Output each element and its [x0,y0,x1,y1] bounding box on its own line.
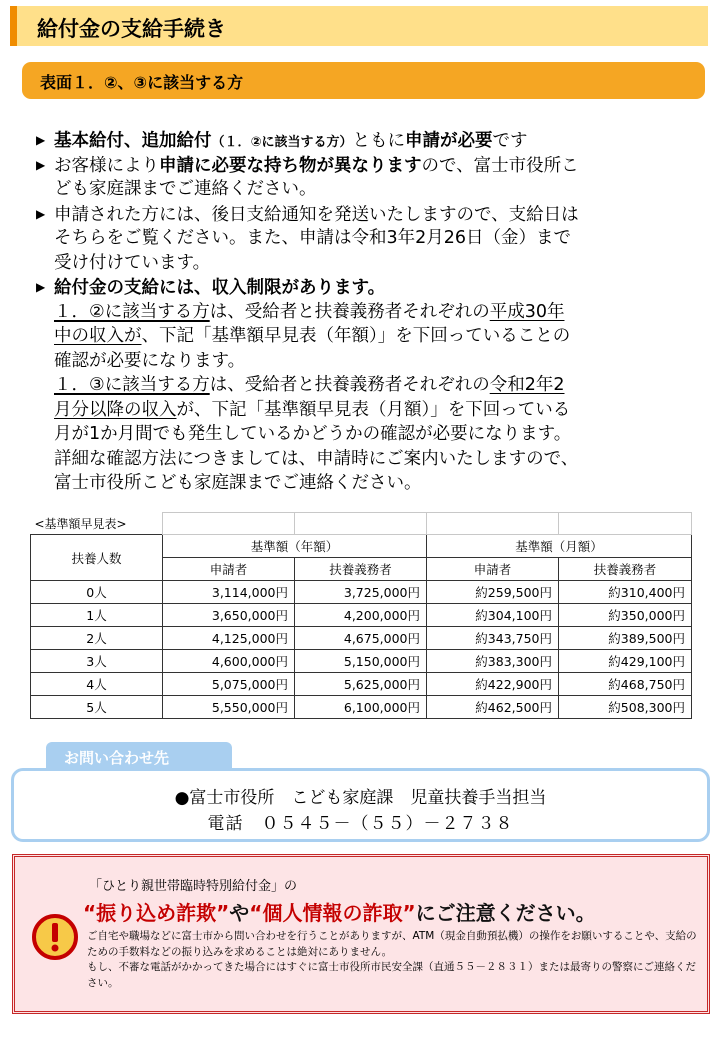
contact-box [11,768,710,842]
note-line: ▶ お客様により申請に必要な持ち物が異なりますので、富士市役所こ [36,153,686,178]
table-row: 0人 3,114,000円 3,725,000円 約259,500円 約310,400円 [31,581,692,604]
page-title: 給付金の支給手続き [37,17,226,41]
warning-headline: “振り込め詐欺”や“個人情報の詐取”にご注意ください。 [83,901,596,925]
table-caption-row [31,513,692,535]
note-line: 月分以降の収入が、下記「基準額早見表（月額）」を下回っている [54,399,571,420]
table-header-row [31,535,692,558]
table-row: 3人 4,600,000円 5,150,000円 約383,300円 約429,100円 [31,650,692,673]
table-row: 1人 3,650,000円 4,200,000円 約304,100円 約350,000円 [31,604,692,627]
table-row: 4人 5,075,000円 5,625,000円 約422,900円 約468,750円 [31,673,692,696]
note-line: そちらをご覧ください。また、申請は令和3年2月26日（金）まで [54,228,572,248]
income-threshold-table [30,512,691,719]
note-line: 受け付けています。 [54,252,211,273]
contact-phone: 電話 ０５４５－（５５）－２７３８ [207,814,514,834]
contact-office: ●富士市役所 こども家庭課 児童扶養手当担当 [174,788,547,808]
table-row: 2人 4,125,000円 4,675,000円 約343,750円 約389,500円 [31,627,692,650]
note-line: １．③に該当する方は、受給者と扶養義務者それぞれの令和2年2 [54,375,565,395]
arrow-bullet-icon: ▶ [36,133,46,147]
header-annual: 基準額（年額） [163,535,427,558]
note-line: 富士市役所こども家庭課までご連絡ください。 [54,473,422,493]
header-monthly-applicant: 申請者 [427,558,559,581]
header-monthly-supporter: 扶養義務者 [559,558,692,581]
title-bar [10,6,708,46]
note-line: 中の収入が、下記「基準額早見表（年額）」を下回っていることの [54,326,571,346]
header-dependents: 扶養人数 [31,535,163,581]
fraud-warning-box [12,854,710,1014]
contact-label: お問い合わせ先 [64,749,170,767]
notes-block [36,128,686,496]
note-line: 詳細な確認方法につきましては、申請時にご案内いたしますので、 [54,448,579,469]
exclamation-icon [31,913,79,961]
section-title: 表面１．②、③に該当する方 [40,73,244,92]
note-line: １．②に該当する方は、受給者と扶養義務者それぞれの平成30年 [54,301,565,322]
note-line: ▶ 申請された方には、後日支給通知を発送いたしますので、支給日は [36,202,686,227]
warning-subject: 「ひとり親世帯臨時特別給付金」の [89,879,298,894]
note-line: ▶ 基本給付、追加給付（１．②に該当する方）ともに申請が必要です [36,128,686,153]
note-line: 確認が必要になります。 [54,350,246,371]
note-line: ▶ 給付金の支給には、収入制限があります。 [36,275,686,300]
arrow-bullet-icon: ▶ [36,206,46,221]
header-monthly: 基準額（月額） [427,535,692,558]
arrow-bullet-icon: ▶ [36,280,46,294]
warning-body: ご自宅や職場などに富士市から問い合わせを行うことがありますが、ATM（現金自動預払機）の操作をお願いすることや、支給のための手数料などの振り込みを求めることは絶対にありません。 もし、不審な電話がかかってきた場合にはすぐに富士市役所市民安全課（直通５５－２８３１）または最寄りの警察にご連絡ください。 [87,930,697,989]
section-header [22,62,705,99]
note-line: ども家庭課までご連絡ください。 [54,179,317,199]
arrow-bullet-icon: ▶ [36,157,46,172]
table-row: 5人 5,550,000円 6,100,000円 約462,500円 約508,300円 [31,696,692,719]
header-annual-supporter: 扶養義務者 [295,558,427,581]
table-caption: <基準額早見表> [34,516,127,531]
header-annual-applicant: 申請者 [163,558,295,581]
note-line: 月が1か月間でも発生しているかどうかの確認が必要になります。 [54,424,572,444]
